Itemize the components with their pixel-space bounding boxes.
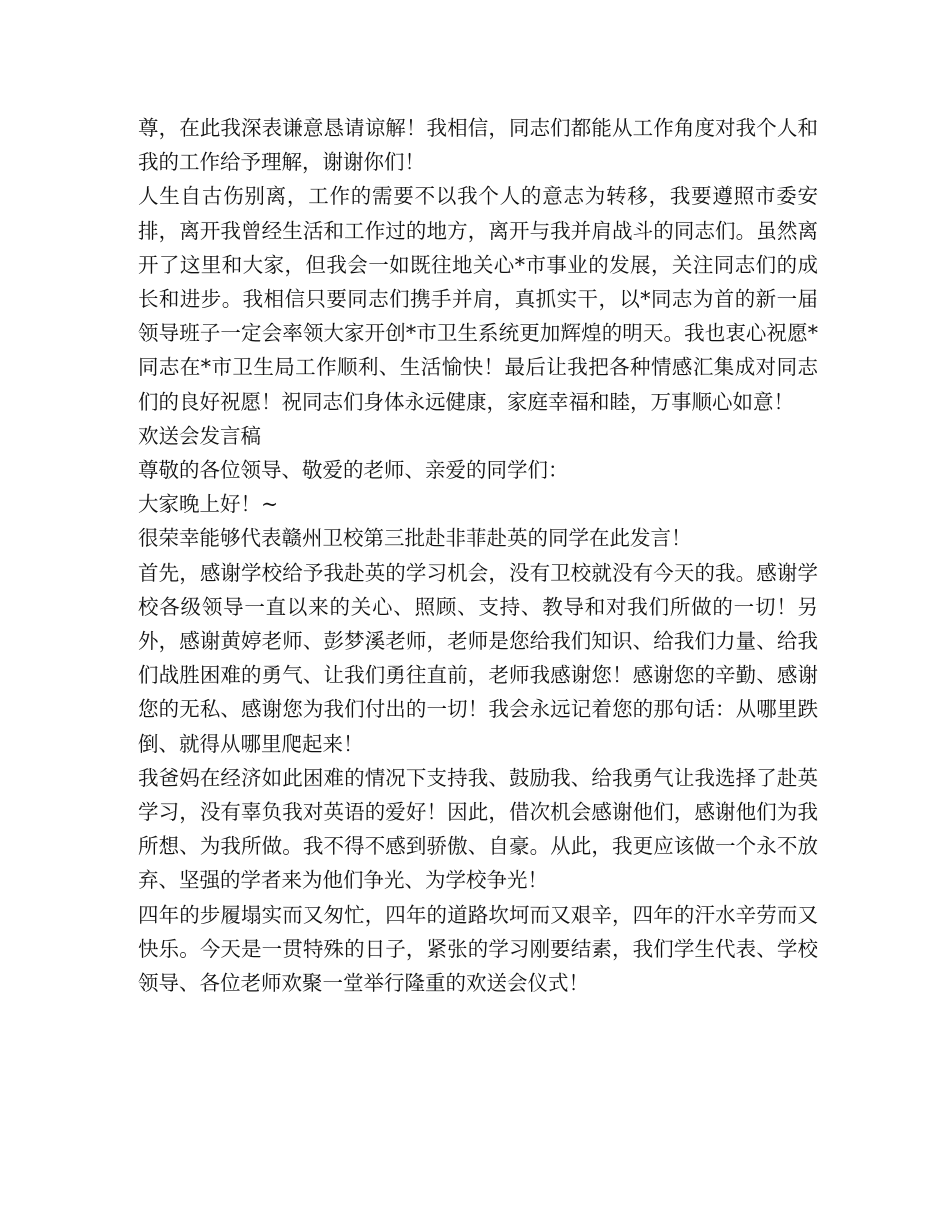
section-title: 欢送会发言稿 <box>138 423 261 448</box>
paragraph-3: 很荣幸能够代表赣州卫校第三批赴非菲赴英的同学在此发言！ <box>138 526 692 551</box>
paragraph-6: 四年的步履塌实而又匆忙，四年的道路坎坷而又艰辛，四年的汗水辛劳而又快乐。今天是一贯特殊的日子，紧张的学习刚要结素，我们学生代表、学校领导、各位老师欢聚一堂举行隆重的欢送会仪式！ <box>138 902 818 996</box>
document-body <box>138 111 818 1000</box>
paragraph-2: 人生自古伤别离，工作的需要不以我个人的意志为转移，我要遵照市委安排，离开我曾经生活和工作过的地方，离开与我并肩战斗的同志们。虽然离开了这里和大家，但我会一如既往地关心*市事业的发展，关注同志们的成长和进步。我相信只要同志们携手并肩，真抓实干，以*同志为首的新一届领导班子一定会率领大家开创*市卫生系统更加辉煌的明天。我也衷心祝愿*同志在*市卫生局工作顺利、生活愉快！最后让我把各种情感汇集成对同志们的良好祝愿！祝同志们身体永远健康，家庭幸福和睦，万事顺心如意！ <box>138 184 818 414</box>
salutation: 尊敬的各位领导、敬爱的老师、亲爱的同学们： <box>138 458 569 483</box>
greeting: 大家晚上好！~ <box>138 492 279 517</box>
paragraph-4: 首先，感谢学校给予我赴英的学习机会，没有卫校就没有今天的我。感谢学校各级领导一直以来的关心、照顾、支持、教导和对我们所做的一切！另外，感谢黄婷老师、彭梦溪老师，老师是您给我们知识、给我们力量、给我们战胜困难的勇气、让我们勇往直前，老师我感谢您！感谢您的辛勤、感谢您的无私、感谢您为我们付出的一切！我会永远记着您的那句话：从哪里跌倒、就得从哪里爬起来！ <box>138 560 818 756</box>
paragraph-5: 我爸妈在经济如此困难的情况下支持我、鼓励我、给我勇气让我选择了赴英学习，没有辜负我对英语的爱好！因此，借次机会感谢他们，感谢他们为我所想、为我所做。我不得不感到骄傲、自豪。从此，我更应该做一个永不放弃、坚强的学者来为他们争光、为学校争光！ <box>138 765 818 893</box>
paragraph-1: 尊，在此我深表谦意恳请谅解！我相信，同志们都能从工作角度对我个人和我的工作给予理解，谢谢你们！ <box>138 116 818 175</box>
